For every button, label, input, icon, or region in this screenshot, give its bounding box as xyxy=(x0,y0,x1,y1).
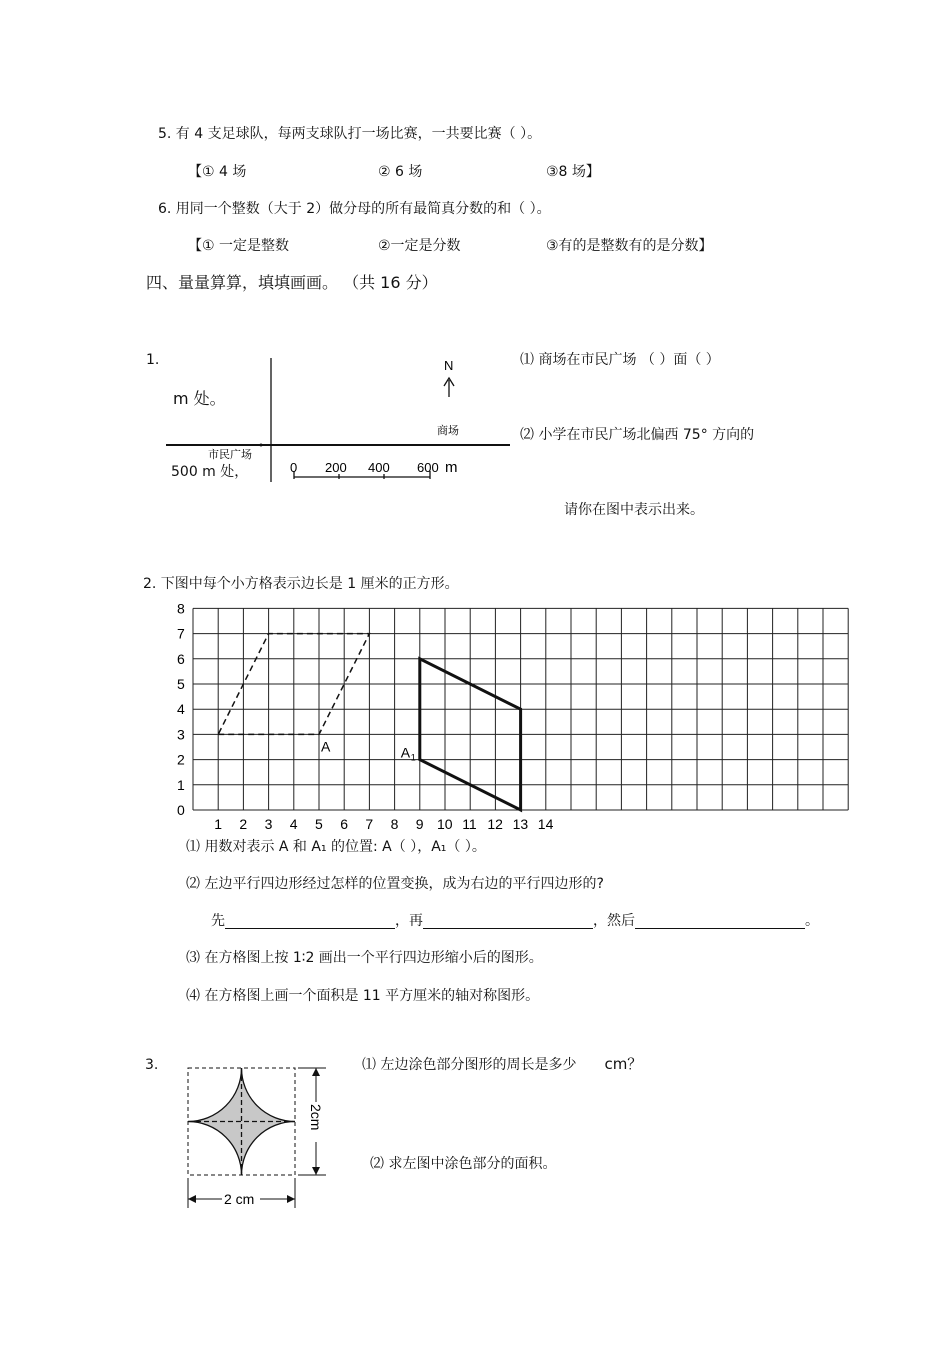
x-tick-label: 7 xyxy=(365,816,374,832)
y-tick-label: 1 xyxy=(177,776,185,793)
x-tick-label: 6 xyxy=(340,816,348,832)
scale-label-400: 400 xyxy=(368,460,390,475)
problem-3-q1-unit: cm？ xyxy=(604,1055,643,1073)
mall-label: 商场 xyxy=(437,425,459,437)
scale-label-200: 200 xyxy=(325,460,347,475)
q6-option-3: ③有的是整数有的是分数】 xyxy=(546,238,713,254)
q6-option-2: ②一定是分数 xyxy=(378,238,461,254)
point-a1-label: A xyxy=(400,744,411,761)
problem-2-q2-answer-line xyxy=(211,913,819,929)
x-tick-label: 11 xyxy=(462,816,477,832)
star-diagram xyxy=(180,1062,340,1212)
y-tick-label: 7 xyxy=(177,625,185,642)
answer-blank-3[interactable] xyxy=(635,914,805,929)
problem-2-q4: ⑷ 在方格图上画一个面积是 11 平方厘米的轴对称图形。 xyxy=(186,988,540,1004)
point-a1-subscript: 1 xyxy=(410,752,416,763)
point-a-label: A xyxy=(321,738,331,755)
plaza-point xyxy=(260,444,263,447)
x-tick-label: 5 xyxy=(315,816,323,832)
grid-diagram xyxy=(165,595,885,835)
q5-option-3: ③8 场】 xyxy=(546,164,600,180)
scale-label-0: 0 xyxy=(290,460,298,475)
x-tick-label: 1 xyxy=(214,816,222,832)
q6-option-1: 【① 一定是整数 xyxy=(188,238,290,254)
y-tick-label: 8 xyxy=(177,600,185,617)
map-diagram xyxy=(160,350,520,490)
problem-2-q2: ⑵ 左边平行四边形经过怎样的位置变换，成为右边的平行四边形的? xyxy=(186,876,604,892)
x-tick-label: 9 xyxy=(415,816,424,832)
scale-unit: m xyxy=(445,459,458,476)
answer-blank-1[interactable] xyxy=(225,914,395,929)
dimension-right: 2cm xyxy=(308,1104,324,1131)
problem-3-q2: ⑵ 求左图中涂色部分的面积。 xyxy=(370,1156,557,1172)
problem-1-sub-1: ⑴ 商场在市民广场 （ ）面（ ） xyxy=(520,352,720,368)
problem-3-number: 3. xyxy=(145,1057,159,1073)
y-tick-label: 2 xyxy=(177,751,185,768)
problem-1-text-m: m 处。 xyxy=(173,389,226,408)
y-tick-label: 0 xyxy=(177,802,185,818)
y-tick-label: 5 xyxy=(177,676,185,692)
q5-option-1: 【① 4 场 xyxy=(188,164,247,180)
problem-1-sub-2: ⑵ 小学在市民广场北偏西 75° 方向的 xyxy=(520,427,755,443)
q6-stem: 6. 用同一个整数（大于 2）做分母的所有最简真分数的和（ ）。 xyxy=(158,201,551,217)
scale-bar xyxy=(294,471,430,479)
north-arrow xyxy=(444,378,454,397)
y-tick-label: 3 xyxy=(177,726,185,743)
answer-end: 。 xyxy=(805,913,819,929)
answer-mid-2: ，然后 xyxy=(593,913,635,929)
problem-2-q1: ⑴ 用数对表示 A 和 A₁ 的位置: A（ ），A₁（ ）。 xyxy=(186,839,486,855)
x-tick-label: 13 xyxy=(512,816,529,832)
x-tick-label: 10 xyxy=(437,816,453,832)
problem-1-sub-3: 请你在图中表示出来。 xyxy=(564,502,704,518)
plaza-label: 市民广场 xyxy=(208,449,252,461)
scale-label-600: 600 xyxy=(417,460,439,475)
problem-2-intro: 2. 下图中每个小方格表示边长是 1 厘米的正方形。 xyxy=(143,576,459,592)
x-tick-label: 3 xyxy=(264,816,273,832)
x-tick-label: 4 xyxy=(289,816,298,832)
answer-mid-1: ，再 xyxy=(395,913,423,929)
problem-1-text-500m: 500 m 处， xyxy=(171,464,249,480)
problem-3-q1-text: ⑴ 左边涂色部分图形的周长是多少 xyxy=(362,1057,577,1073)
section-heading: 四、量量算算，填填画画。 （共 16 分） xyxy=(146,273,438,292)
x-tick-label: 8 xyxy=(390,816,399,832)
q5-option-2: ② 6 场 xyxy=(378,164,423,180)
y-tick-label: 4 xyxy=(177,701,185,718)
north-label: N xyxy=(444,358,454,373)
problem-3-q1 xyxy=(362,1056,642,1073)
problem-2-q3: ⑶ 在方格图上按 1∶2 画出一个平行四边形缩小后的图形。 xyxy=(186,950,543,966)
x-tick-label: 2 xyxy=(239,816,248,832)
x-tick-label: 12 xyxy=(487,816,503,832)
dimension-bottom: 2 cm xyxy=(224,1191,255,1207)
problem-1-number: 1. xyxy=(146,352,160,368)
answer-prefix: 先 xyxy=(211,913,225,929)
y-tick-label: 6 xyxy=(177,650,185,667)
q5-stem: 5. 有 4 支足球队，每两支球队打一场比赛，一共要比赛（ ）。 xyxy=(158,126,542,142)
answer-blank-2[interactable] xyxy=(423,914,593,929)
x-tick-label: 14 xyxy=(537,816,554,832)
